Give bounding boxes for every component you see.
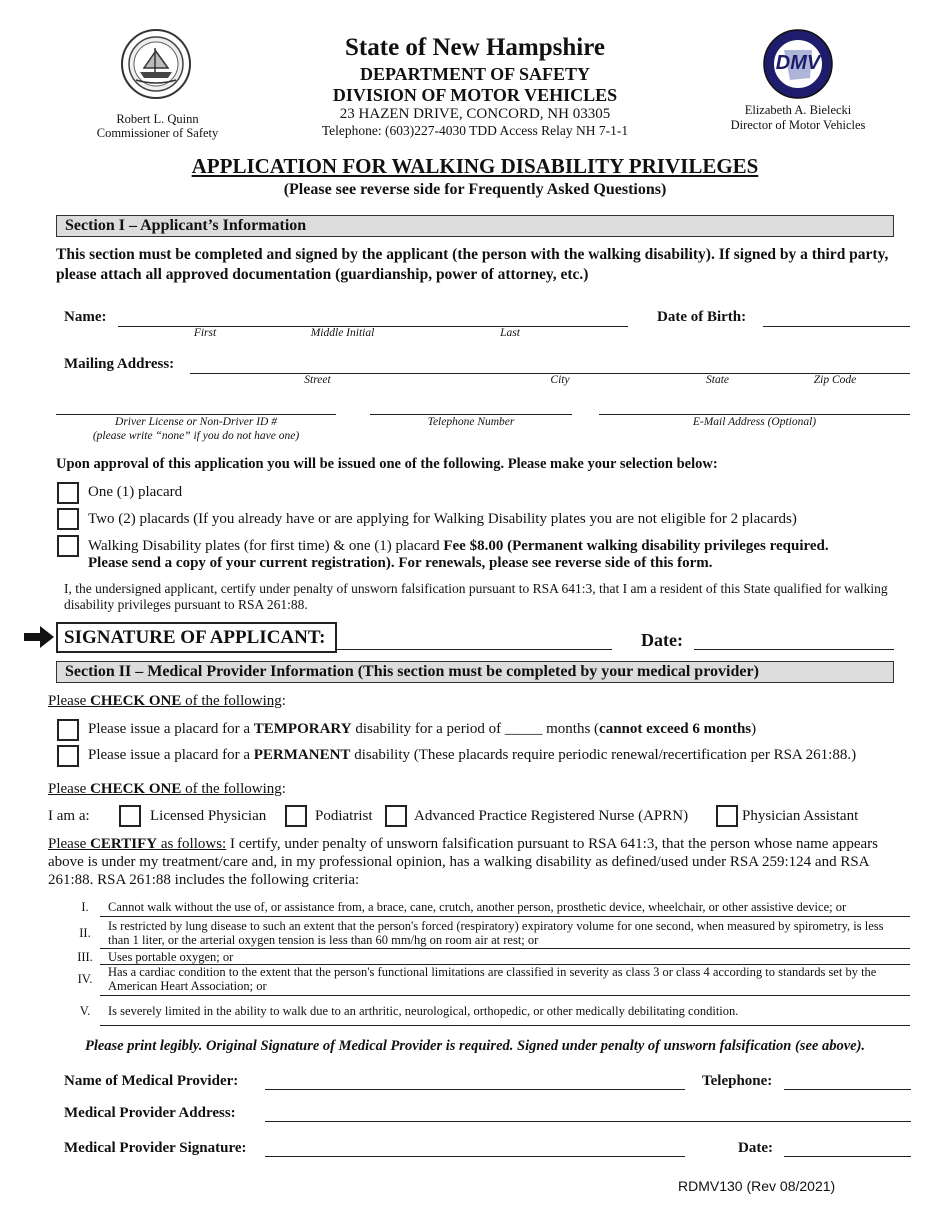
role-pa-label: Physician Assistant [742, 808, 859, 824]
provider-certify [48, 835, 903, 889]
criteria-text: Cannot walk without the use of, or assistance from, a brace, cane, crutch, another person, prosthetic device, wheelchair, or other assistive device; or [108, 900, 847, 914]
permanent-checkbox[interactable] [57, 745, 79, 767]
applicant-certify-text: I, the undersigned applicant, certify under penalty of unsworn falsification pursuant to RSA 641:3, that I am a resident of this State qualified for walking disability privileges pursuant to RSA 261:88. [64, 581, 888, 612]
criteria-num: II. [79, 926, 91, 940]
perm-post: disability (These placards require periodic renewal/recertification per RSA 261:88.) [350, 747, 857, 763]
temp-pre: Please issue a placard for a [88, 721, 254, 737]
role-aprn-checkbox[interactable] [385, 805, 407, 827]
telephone-field[interactable] [370, 414, 572, 415]
criteria-row-3 [70, 950, 910, 964]
addr-zip-caption: Zip Code [813, 374, 857, 386]
check-one-2-post: of the following [181, 781, 282, 797]
i-am-a-label: I am a: [48, 808, 90, 824]
perm-bold: PERMANENT [253, 747, 351, 763]
check-one-1 [48, 693, 286, 710]
phone-caption: Telephone Number [427, 416, 515, 428]
provider-signature-label: Medical Provider Signature: [64, 1140, 247, 1156]
check-one-2-bold: CHECK ONE [90, 781, 182, 797]
applicant-date-label: Date: [641, 630, 683, 650]
opt1-label: One (1) placard [88, 484, 183, 500]
temp-mid: disability for a period of _____ months ( [351, 721, 600, 737]
dob-field[interactable] [763, 326, 910, 327]
opt3-text: Walking Disability plates (for first time) & one (1) placard [88, 538, 444, 554]
email-field[interactable] [599, 414, 910, 415]
name-middle-caption: Middle Initial [310, 327, 375, 339]
role-podiatrist-checkbox[interactable] [285, 805, 307, 827]
criteria-num: V. [79, 1004, 91, 1018]
license-caption: Driver License or Non-Driver ID # [115, 416, 277, 428]
email-caption: E-Mail Address (Optional) [692, 416, 817, 428]
criteria-divider [100, 948, 910, 949]
criteria-divider [100, 916, 910, 917]
check-one-1-bold: CHECK ONE [90, 693, 182, 709]
selection-prompt: Upon approval of this application you will be issued one of the following. Please make your selection below: [56, 456, 718, 472]
provider-date-label: Date: [738, 1140, 773, 1156]
name-last-caption: Last [500, 327, 520, 339]
provider-name-field[interactable] [265, 1089, 685, 1090]
addr-city-caption: City [550, 374, 570, 386]
role-aprn-label: Advanced Practice Registered Nurse (APRN) [414, 808, 689, 824]
temp-post: ) [751, 721, 757, 737]
provider-telephone-field[interactable] [784, 1089, 911, 1090]
license-note: (please write “none” if you do not have one) [92, 430, 300, 442]
criteria-text: Is restricted by lung disease to such an extent that the person's forced (respiratory) expiratory volume for one second, when measured by spirometry, is less than 1 liter, or the arterial oxygen tension is less than 60 mm/hg on room air at rest; or [108, 919, 884, 947]
dob-label: Date of Birth: [657, 309, 747, 325]
certify-post: as follows: [157, 836, 227, 852]
check-one-1-pre: Please [48, 693, 91, 709]
form-subtitle: (Please see reverse side for Frequently Asked Questions) [283, 181, 667, 198]
role-physician-checkbox[interactable] [119, 805, 141, 827]
director-name: Elizabeth A. Bielecki [744, 103, 852, 117]
criteria-divider [100, 1025, 910, 1026]
commissioner-name: Robert L. Quinn [116, 112, 199, 126]
temp-bold: TEMPORARY [253, 721, 352, 737]
addr-state-caption: State [706, 374, 729, 386]
criteria-text: Has a cardiac condition to the extent that the person's functional limitations are classified in severity as class 3 or class 4 according to standards set by the American Heart Association; or [108, 965, 877, 993]
role-pa-checkbox[interactable] [716, 805, 738, 827]
header-dept: DEPARTMENT OF SAFETY [359, 64, 591, 84]
opt3-checkbox[interactable] [57, 535, 79, 557]
state-seal [120, 28, 192, 100]
criteria-num: I. [81, 900, 89, 914]
section1-intro: This section must be completed and signed by the applicant (the person with the walking disability). If signed by a third party, please attach all approved documentation (guardianship, power of attorney, etc.) [56, 246, 889, 283]
print-note: Please print legibly. Original Signature of Medical Provider is required. Signed under penalty of unsworn falsification (see above). [84, 1038, 866, 1054]
permanent-label [88, 747, 856, 764]
provider-name-label: Name of Medical Provider: [64, 1073, 239, 1089]
applicant-signature-field[interactable] [337, 649, 612, 650]
opt3-line2: Please send a copy of your current registration). For renewals, please see reverse side of this form. [88, 555, 713, 571]
header-division: DIVISION OF MOTOR VEHICLES [332, 85, 618, 105]
provider-date-field[interactable] [784, 1156, 911, 1157]
check-one-1-post: of the following [181, 693, 282, 709]
dmv-logo-text: DMV [775, 52, 821, 74]
commissioner-title: Commissioner of Safety [96, 126, 219, 140]
criteria-row-4 [70, 965, 910, 995]
criteria-divider [100, 995, 910, 996]
arrow-icon [24, 626, 54, 648]
check-one-1-colon: : [281, 693, 286, 709]
applicant-date-field[interactable] [694, 649, 894, 650]
temporary-checkbox[interactable] [57, 719, 79, 741]
certify-text: I certify, under penalty of unsworn falsification pursuant to RSA 641:3, that the person whose name appears above is under my treatment/care and, in my professional opinion, has a walking disability as defined/used under RSA 259:124 and RSA 261:88. RSA 261:88 includes the following criteria: [48, 836, 879, 888]
criteria-num: IV. [77, 972, 93, 986]
check-one-2-pre: Please [48, 781, 91, 797]
form-number: RDMV130 (Rev 08/2021) [678, 1178, 836, 1194]
check-one-2-colon: : [281, 781, 286, 797]
mailing-label: Mailing Address: [64, 356, 175, 372]
criteria-text: Uses portable oxygen; or [108, 950, 234, 964]
opt2-checkbox[interactable] [57, 508, 79, 530]
temporary-label [88, 721, 756, 738]
name-label: Name: [64, 309, 107, 325]
name-first-caption: First [193, 327, 217, 339]
criteria-row-5 [70, 1004, 910, 1020]
provider-signature-field[interactable] [265, 1156, 685, 1157]
header-state: State of New Hampshire [345, 34, 605, 61]
opt2-label: Two (2) placards (If you already have or are applying for Walking Disability plates you are not eligible for 2 placards) [88, 511, 797, 527]
provider-address-field[interactable] [265, 1121, 911, 1122]
dmv-logo [762, 28, 834, 100]
certify-bold: CERTIFY [90, 836, 158, 852]
opt3-fee: Fee $8.00 (Permanent walking disability privileges required. [443, 538, 829, 554]
role-physician-label: Licensed Physician [150, 808, 267, 824]
perm-pre: Please issue a placard for a [88, 747, 254, 763]
director-title: Director of Motor Vehicles [730, 118, 866, 132]
criteria-row-2 [70, 919, 910, 949]
header-phone: Telephone: (603)227-4030 TDD Access Relay NH 7-1-1 [321, 123, 629, 138]
criteria-text: Is severely limited in the ability to walk due to an arthritic, neurological, orthopedic, or other medically debilitating condition. [108, 1004, 739, 1018]
signature-label: SIGNATURE OF APPLICANT: [56, 622, 337, 653]
opt3-label [88, 537, 908, 555]
form-title: APPLICATION FOR WALKING DISABILITY PRIVILEGES [191, 154, 759, 178]
certify-pre: Please [48, 836, 91, 852]
opt1-checkbox[interactable] [57, 482, 79, 504]
criteria-row-1 [70, 900, 910, 916]
provider-telephone-label: Telephone: [702, 1073, 773, 1089]
section1-header: Section I – Applicant’s Information [56, 215, 894, 237]
role-podiatrist-label: Podiatrist [315, 808, 373, 824]
license-field[interactable] [56, 414, 336, 415]
criteria-num: III. [77, 950, 93, 964]
check-one-2 [48, 781, 286, 798]
addr-street-caption: Street [304, 374, 331, 386]
provider-address-label: Medical Provider Address: [64, 1105, 236, 1121]
temp-bold2: cannot exceed 6 months [599, 721, 752, 737]
header-address: 23 HAZEN DRIVE, CONCORD, NH 03305 [339, 106, 611, 122]
section2-header: Section II – Medical Provider Information (This section must be completed by your medical provider) [56, 661, 894, 683]
